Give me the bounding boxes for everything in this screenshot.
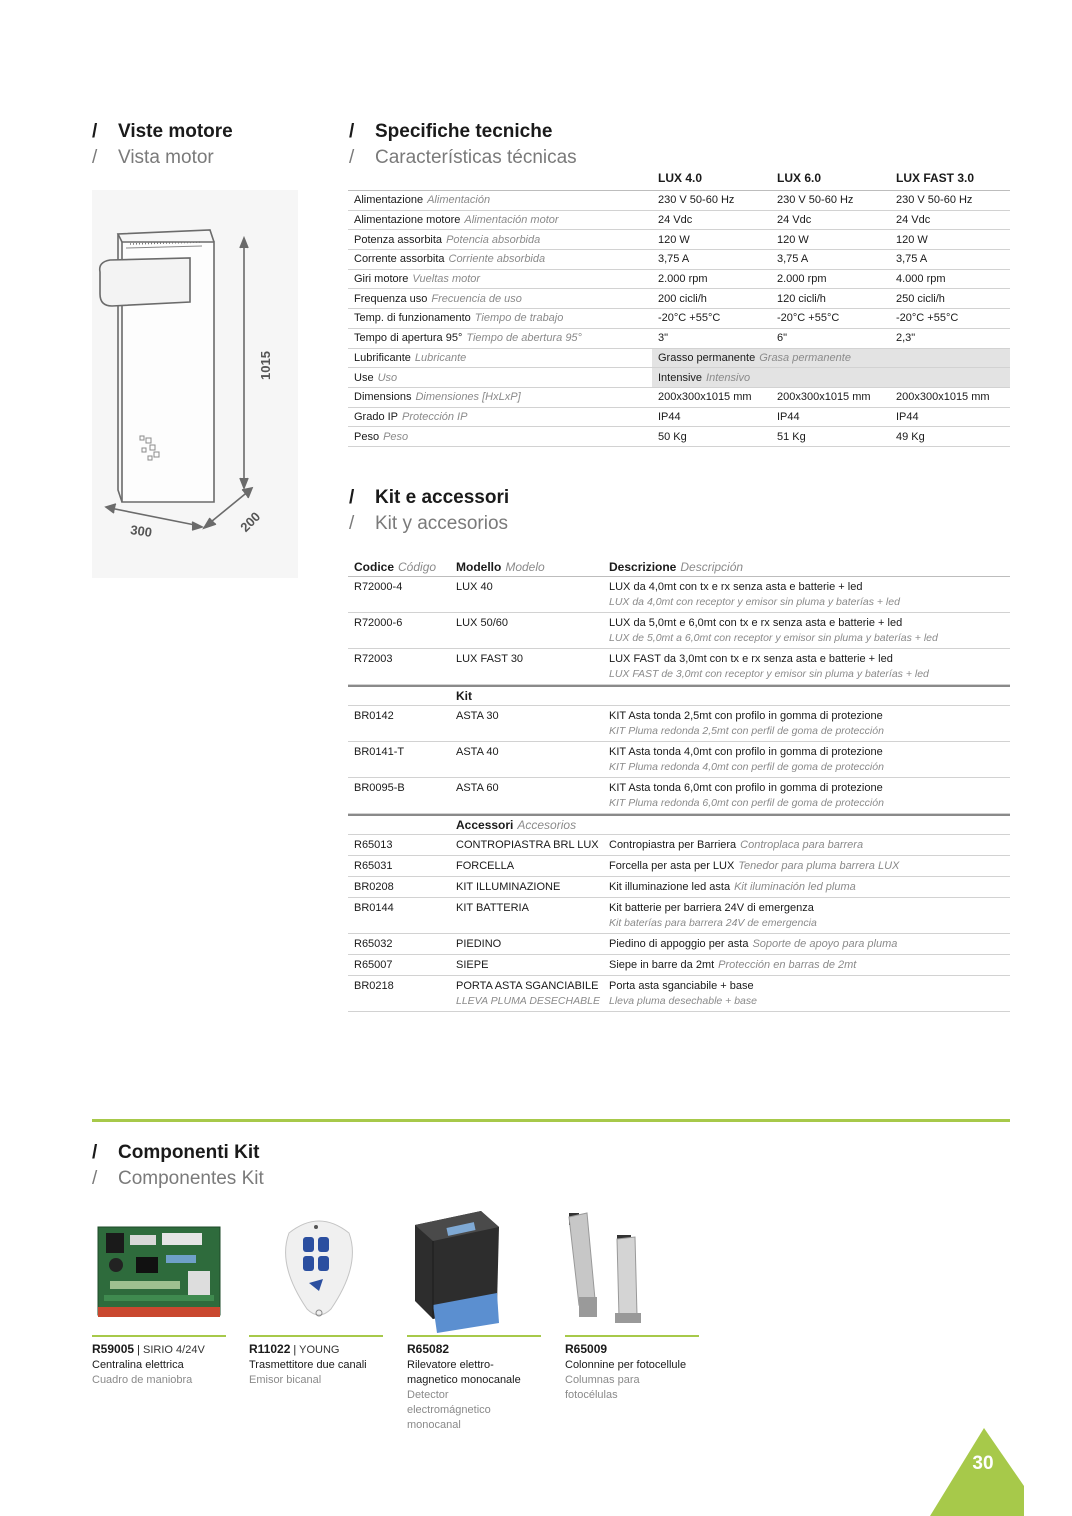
item-description: Forcella per asta per LUX Tenedor para pluma barrera LUX [609,860,900,872]
spec-value: 24 Vdc [658,214,693,227]
item-model: SIEPE [456,959,489,971]
spec-label: Corrente assorbita Corriente absorbida [354,253,546,266]
item-model: PORTA ASTA SGANCIABILE LLEVA PLUMA DESECHABLE [456,980,600,1007]
spec-row [348,408,1010,428]
item-code: BR0095-B [354,782,405,794]
spec-value: 51 Kg [777,430,806,443]
item-description: Piedino di appoggio per asta Soporte de apoyo para pluma [609,938,898,950]
spec-value: 3,75 A [896,253,928,266]
table-row [348,778,1010,814]
spec-table [348,166,1010,447]
spec-value: 230 V 50-60 Hz [896,194,973,207]
component-code: R11022 [249,1342,291,1356]
spec-value: 24 Vdc [896,214,931,227]
kit-title-es: Kit y accesorios [375,513,509,534]
spec-merged-value: Grasso permanente Grasa permanente [652,349,1010,368]
control-board-image [92,1205,226,1333]
item-code: BR0208 [354,881,394,893]
accessories-section-row: Accessori Accesorios [348,814,1010,835]
spec-row [348,270,1010,290]
spec-value: 120 W [896,233,928,246]
remote-transmitter-image [249,1205,383,1333]
section-divider [92,1119,1010,1122]
spec-row [348,368,1010,388]
components-heading: / Componenti Kit / Componentes Kit [92,1142,264,1189]
page-number: 30 [972,1453,994,1474]
motor-drawing [92,190,298,578]
table-row [348,742,1010,778]
item-model: LUX 40 [456,581,493,593]
spec-label: Use Uso [354,371,398,384]
spec-label: Lubrificante Lubricante [354,351,467,364]
spec-label: Alimentazione Alimentación [354,194,491,207]
spec-row [348,191,1010,211]
component-accent-bar [92,1335,226,1337]
spec-value: 200x300x1015 mm [896,391,990,404]
table-row [348,835,1010,856]
item-description: KIT Asta tonda 6,0mt con profilo in gomma di protezione KIT Pluma redonda 6,0mt con perfil de goma de protección [609,782,884,809]
col-luxfast30: LUX FAST 3.0 [896,171,975,185]
spec-value: IP44 [658,410,681,423]
spec-label: Tempo di apertura 95° Tiempo de abertura 95° [354,332,582,345]
spec-label: Alimentazione motore Alimentación motor [354,214,559,227]
item-description: Siepe in barre da 2mt Protección en barras de 2mt [609,959,857,971]
spec-value: 3" [658,332,669,345]
spec-row [348,309,1010,329]
item-code: BR0141-T [354,746,405,758]
item-description: LUX da 4,0mt con tx e rx senza asta e batterie + led LUX da 4,0mt con receptor y emisor sin pluma y baterías + led [609,581,900,608]
spec-row [348,427,1010,447]
item-description: KIT Asta tonda 2,5mt con profilo in gomma di protezione KIT Pluma redonda 2,5mt con perfil de goma de protección [609,710,884,737]
item-description: Kit illuminazione led asta Kit iluminación led pluma [609,881,856,893]
item-code: BR0218 [354,980,394,992]
spec-label: Temp. di funzionamento Tiempo de trabajo [354,312,564,325]
accessories-table-header: Codice Código Modello Modelo Descrizione Descripción [348,557,1010,577]
dim-height-label: 1015 [258,351,273,380]
table-row [348,613,1010,649]
table-row [348,898,1010,934]
item-code: R65032 [354,938,393,950]
item-model: ASTA 60 [456,782,499,794]
spec-value: 49 Kg [896,430,925,443]
item-description: LUX FAST da 3,0mt con tx e rx senza asta e batterie + led LUX FAST de 3,0mt con receptor y emisor sin pluma y baterías + led [609,653,929,680]
spec-title-it: Specifiche tecniche [375,121,553,142]
item-description: LUX da 5,0mt e 6,0mt con tx e rx senza asta e batterie + led LUX de 5,0mt a 6,0mt con receptor y emisor sin pluma y baterías + led [609,617,938,644]
table-row [348,649,1010,685]
item-model: KIT BATTERIA [456,902,529,914]
item-description: Kit batterie per barriera 24V di emergenza Kit baterías para barrera 24V de emergencia [609,902,817,929]
spec-label: Peso Peso [354,430,409,443]
spec-row [348,329,1010,349]
spec-label: Dimensions Dimensiones [HxLxP] [354,391,521,404]
component-card: R11022 | YOUNG Trasmettitore due canali Emisor bicanal [249,1205,383,1388]
table-row [348,955,1010,976]
component-card: R65082 Rilevatore elettro- magnetico monocanale Detector electromágnetico monocanal [407,1205,541,1433]
table-row [348,877,1010,898]
item-model: LUX 50/60 [456,617,508,629]
kit-section-row: Kit [348,685,1010,706]
item-code: R72000-4 [354,581,403,593]
item-code: R72000-6 [354,617,403,629]
component-accent-bar [565,1335,699,1337]
spec-value: -20°C +55°C [658,312,721,325]
spec-value: 200x300x1015 mm [658,391,752,404]
spec-row [348,349,1010,369]
spec-label: Grado IP Protección IP [354,410,468,423]
spec-value: 200 cicli/h [658,292,707,305]
spec-value: 24 Vdc [777,214,812,227]
component-model: SIRIO 4/24V [143,1344,205,1356]
spec-label: Giri motore Vueltas motor [354,273,481,286]
spec-value: 120 W [777,233,809,246]
loop-detector-image [407,1205,541,1333]
spec-value: 2,3" [896,332,916,345]
component-code: R59005 [92,1342,135,1356]
item-code: R65031 [354,860,393,872]
item-model: FORCELLA [456,860,515,872]
components-title-es: Componentes Kit [118,1168,264,1189]
item-code: R65013 [354,839,393,851]
col-lux60: LUX 6.0 [777,171,822,185]
component-card: R59005 | SIRIO 4/24V Centralina elettrica Cuadro de maniobra [92,1205,226,1388]
spec-value: -20°C +55°C [896,312,959,325]
spec-value: 230 V 50-60 Hz [777,194,854,207]
spec-merged-value: Intensive Intensivo [652,368,1010,387]
item-description: Contropiastra per Barriera Controplaca para barrera [609,839,864,851]
spec-value: 120 cicli/h [777,292,826,305]
spec-value: IP44 [896,410,919,423]
spec-title-es: Características técnicas [375,147,577,168]
motor-title-it: Viste motore [118,121,233,142]
accessories-table [348,557,1010,1012]
motor-outline-drawing [92,190,298,578]
spec-table-header [348,166,1010,191]
component-card: R65009 Colonnine per fotocellule Columnas para fotocélulas [565,1205,699,1403]
table-row [348,976,1010,1012]
col-lux40: LUX 4.0 [658,171,703,185]
spec-value: 120 W [658,233,690,246]
item-model: CONTROPIASTRA BRL LUX [456,839,599,851]
components-title-it: Componenti Kit [118,1142,260,1163]
motor-heading: / Viste motore / Vista motor [92,121,233,168]
kit-title-it: Kit e accessori [375,487,510,508]
item-model: PIEDINO [456,938,502,950]
component-accent-bar [407,1335,541,1337]
motor-title-es: Vista motor [118,147,214,168]
item-code: BR0142 [354,710,394,722]
spec-value: IP44 [777,410,800,423]
spec-value: 3,75 A [777,253,809,266]
item-model: ASTA 30 [456,710,499,722]
item-description: KIT Asta tonda 4,0mt con profilo in gomma di protezione KIT Pluma redonda 4,0mt con perfil de goma de protección [609,746,884,773]
spec-value: 230 V 50-60 Hz [658,194,735,207]
dim-width-label: 300 [129,522,154,541]
spec-value: 200x300x1015 mm [777,391,871,404]
item-code: BR0144 [354,902,394,914]
spec-row [348,388,1010,408]
table-row [348,934,1010,955]
table-row [348,577,1010,613]
component-code: R65009 [565,1342,608,1356]
component-code: R65082 [407,1342,450,1356]
photocell-columns-image [565,1205,699,1333]
component-accent-bar [249,1335,383,1337]
spec-row [348,211,1010,231]
spec-value: -20°C +55°C [777,312,840,325]
component-model: YOUNG [299,1344,340,1356]
kit-heading: / Kit e accessori / Kit y accesorios [349,487,510,534]
spec-value: 50 Kg [658,430,687,443]
spec-value: 6" [777,332,788,345]
item-code: R65007 [354,959,393,971]
spec-row [348,250,1010,270]
item-model: LUX FAST 30 [456,653,524,665]
spec-label: Frequenza uso Frecuencia de uso [354,292,522,305]
dim-depth-label: 200 [237,508,264,535]
spec-value: 4.000 rpm [896,273,946,286]
spec-value: 250 cicli/h [896,292,945,305]
spec-value: 2.000 rpm [658,273,708,286]
item-description: Porta asta sganciabile + base Lleva pluma desechable + base [609,980,757,1007]
item-model: KIT ILLUMINAZIONE [456,881,561,893]
table-row [348,856,1010,877]
spec-label: Potenza assorbita Potencia absorbida [354,233,541,246]
spec-row [348,289,1010,309]
spec-row [348,230,1010,250]
spec-value: 2.000 rpm [777,273,827,286]
item-model: ASTA 40 [456,746,499,758]
item-code: R72003 [354,653,393,665]
table-row [348,706,1010,742]
spec-heading: / Specifiche tecniche / Características técnicas [349,121,577,168]
spec-value: 3,75 A [658,253,690,266]
